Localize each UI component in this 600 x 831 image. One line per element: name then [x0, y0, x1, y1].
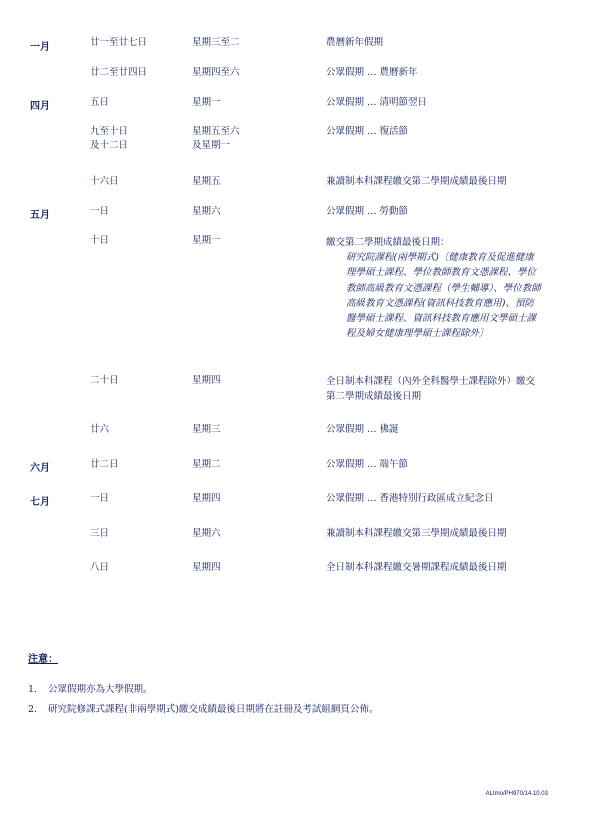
event-cell: 公眾假期 … 復活節 — [326, 126, 409, 137]
document-code: ALtmo/PH970/14.10.03 — [485, 791, 548, 797]
event-detail: 研究院課程(兩學期式)〔健康教育及促進健康理學碩士課程、學位教師教育文憑課程、學位教師高級教育文憑課程（學生輔導）、學位教師高級教育文憑課程(資訊科技教育應用)、預防醫學碩士課程、資訊科技教育應用文學碩士課程及婦女健康理學碩士課程除外〕 — [346, 252, 541, 340]
event-cell: 公眾假期 … 端午節 — [326, 459, 409, 470]
day-cell: 八日 — [90, 562, 110, 573]
month-label: 六月 — [30, 463, 50, 474]
note-text: 研究院修課式課程(非兩學期式)繳交成績最後日期將在註冊及考試組網頁公佈。 — [48, 704, 379, 715]
event-cell: 兼讀制本科課程繳交第二學期成績最後日期 — [326, 176, 507, 187]
note-number: 2. — [28, 704, 38, 715]
event-cell: 公眾假期 … 農曆新年 — [326, 67, 418, 78]
event-cell: 全日制本科課程（內外全科醫學士課程除外）繳交第二學期成績最後日期 — [326, 376, 536, 402]
weekday-cell: 星期四 — [192, 375, 221, 386]
weekday-cell: 星期六 — [192, 206, 221, 217]
day-cell: 九至十日 及十二日 — [90, 126, 129, 151]
note-item — [28, 681, 153, 695]
event-cell: 公眾假期 … 勞動節 — [326, 206, 409, 217]
day-cell: 二十日 — [90, 375, 119, 386]
day-cell: 十六日 — [90, 176, 119, 187]
day-cell: 一日 — [90, 493, 110, 504]
day-cell: 廿一至廿七日 — [90, 37, 148, 48]
weekday-cell: 星期三 — [192, 424, 221, 435]
event-cell: 公眾假期 … 佛誕 — [326, 424, 399, 435]
weekday-cell: 星期五至六 及星期一 — [192, 126, 240, 151]
event-cell: 農曆新年假期 — [326, 37, 384, 48]
month-label: 一月 — [30, 42, 50, 53]
weekday-cell: 星期二 — [192, 459, 221, 470]
day-cell: 廿二至廿四日 — [90, 67, 148, 78]
month-label: 五月 — [30, 210, 50, 221]
day-cell: 廿二日 — [90, 459, 119, 470]
weekday-cell: 星期四 — [192, 493, 221, 504]
day-cell: 五日 — [90, 97, 110, 108]
day-cell: 十日 — [90, 235, 110, 246]
month-label: 七月 — [30, 497, 50, 508]
day-cell: 廿六 — [90, 424, 110, 435]
weekday-cell: 星期三至二 — [192, 37, 240, 48]
day-cell: 一日 — [90, 206, 110, 217]
weekday-cell: 星期一 — [192, 235, 221, 246]
weekday-cell: 星期五 — [192, 176, 221, 187]
event-cell: 公眾假期 … 香港特別行政區成立紀念日 — [326, 493, 494, 504]
note-item — [28, 701, 378, 715]
day-cell: 三日 — [90, 528, 110, 539]
month-label: 四月 — [30, 101, 50, 112]
event-cell: 兼讀制本科課程繳交第三學期成績最後日期 — [326, 528, 507, 539]
notes-title: 注意： — [28, 654, 58, 665]
weekday-cell: 星期四 — [192, 562, 221, 573]
weekday-cell: 星期四至六 — [192, 67, 240, 78]
weekday-cell: 星期一 — [192, 97, 221, 108]
event-cell: 繳交第二學期成績最後日期： — [326, 237, 450, 248]
note-number: 1. — [28, 684, 38, 695]
event-cell: 全日制本科課程繳交暑期課程成績最後日期 — [326, 562, 507, 573]
note-text: 公眾假期亦為大學假期。 — [48, 684, 153, 695]
event-cell: 公眾假期 … 清明節翌日 — [326, 97, 428, 108]
weekday-cell: 星期六 — [192, 528, 221, 539]
